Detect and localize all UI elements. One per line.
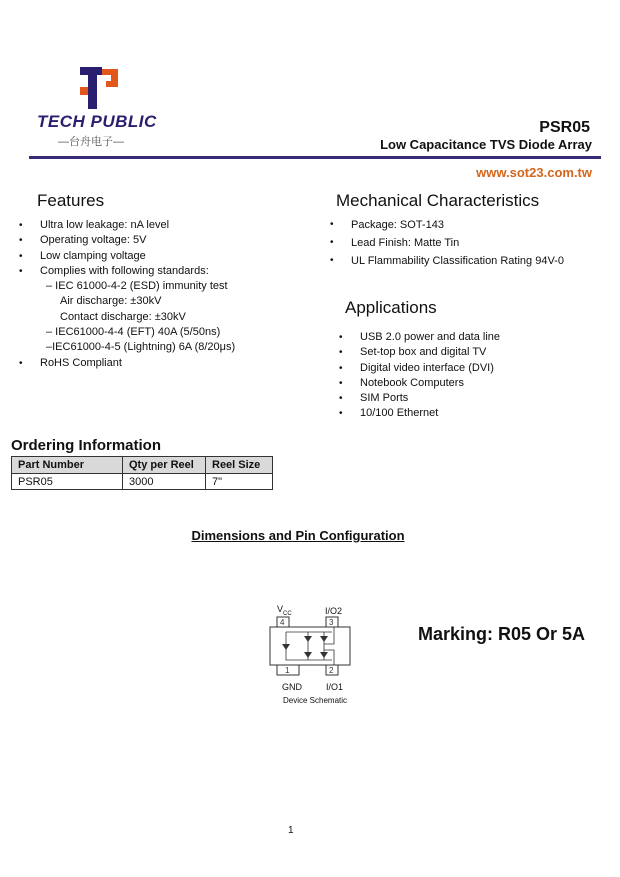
gnd-label: GND xyxy=(282,682,302,692)
mechanical-heading: Mechanical Characteristics xyxy=(336,191,540,210)
schematic-caption: Device Schematic xyxy=(283,696,348,705)
list-item: – IEC61000-4-4 (EFT) 40A (5/50ns) xyxy=(46,326,221,339)
list-item: Air discharge: ±30kV xyxy=(60,295,162,308)
header-divider xyxy=(29,156,601,159)
list-item: • Package: SOT-143 xyxy=(351,216,564,234)
io2-label: I/O2 xyxy=(325,606,343,616)
svg-text:2: 2 xyxy=(329,666,334,675)
list-item: • RoHS Compliant xyxy=(40,356,235,371)
features-list xyxy=(40,218,235,371)
marking-text: Marking: R05 Or 5A xyxy=(418,624,586,644)
product-subtitle: Low Capacitance TVS Diode Array xyxy=(380,137,592,152)
table-header-row xyxy=(12,457,273,474)
list-item: • Complies with following standards: xyxy=(40,264,235,279)
ordering-table xyxy=(11,456,273,490)
mechanical-list xyxy=(351,216,564,270)
list-item: • USB 2.0 power and data line xyxy=(360,330,500,345)
list-item: • Ultra low leakage: nA level xyxy=(40,218,235,233)
io1-label: I/O1 xyxy=(326,682,344,692)
device-schematic xyxy=(268,604,368,704)
website-link[interactable]: www.sot23.com.tw xyxy=(476,165,592,180)
list-item: • Set-top box and digital TV xyxy=(360,345,500,360)
list-item: • Notebook Computers xyxy=(360,376,500,391)
list-item: • 10/100 Ethernet xyxy=(360,406,500,421)
list-item: • Low clamping voltage xyxy=(40,249,235,264)
page-number: 1 xyxy=(288,825,294,836)
applications-list xyxy=(360,330,500,422)
table-cell: PSR05 xyxy=(12,474,123,490)
list-item: • UL Flammability Classification Rating 94V-0 xyxy=(351,252,564,270)
column-header: Reel Size xyxy=(206,457,273,474)
ordering-heading: Ordering Information xyxy=(11,437,161,454)
vcc-label: $V_{CC}$ xyxy=(277,604,292,617)
table-cell: 3000 xyxy=(123,474,206,490)
svg-text:4: 4 xyxy=(280,618,285,627)
column-header: Qty per Reel xyxy=(123,457,206,474)
list-item: • SIM Ports xyxy=(360,391,500,406)
list-item: • Lead Finish: Matte Tin xyxy=(351,234,564,252)
table-row xyxy=(12,474,273,490)
svg-text:1: 1 xyxy=(285,666,290,675)
features-heading: Features xyxy=(37,191,105,210)
dimensions-heading: Dimensions and Pin Configuration xyxy=(191,528,405,543)
table-cell: 7" xyxy=(206,474,273,490)
brand-chinese: —台舟电子— xyxy=(58,136,124,148)
list-item: • Operating voltage: 5V xyxy=(40,233,235,248)
applications-heading: Applications xyxy=(345,298,437,317)
list-item: • Digital video interface (DVI) xyxy=(360,361,500,376)
diode-schematic-icon xyxy=(268,616,352,686)
list-item: –IEC61000-4-5 (Lightning) 6A (8/20μs) xyxy=(46,341,236,354)
brand-name: TECH PUBLIC xyxy=(37,112,157,131)
part-number: PSR05 xyxy=(539,119,590,136)
svg-text:3: 3 xyxy=(329,618,334,627)
column-header: Part Number xyxy=(12,457,123,474)
list-item: – IEC 61000-4-2 (ESD) immunity test xyxy=(46,280,228,293)
tech-public-logo xyxy=(80,67,120,109)
list-item: Contact discharge: ±30kV xyxy=(60,310,186,323)
